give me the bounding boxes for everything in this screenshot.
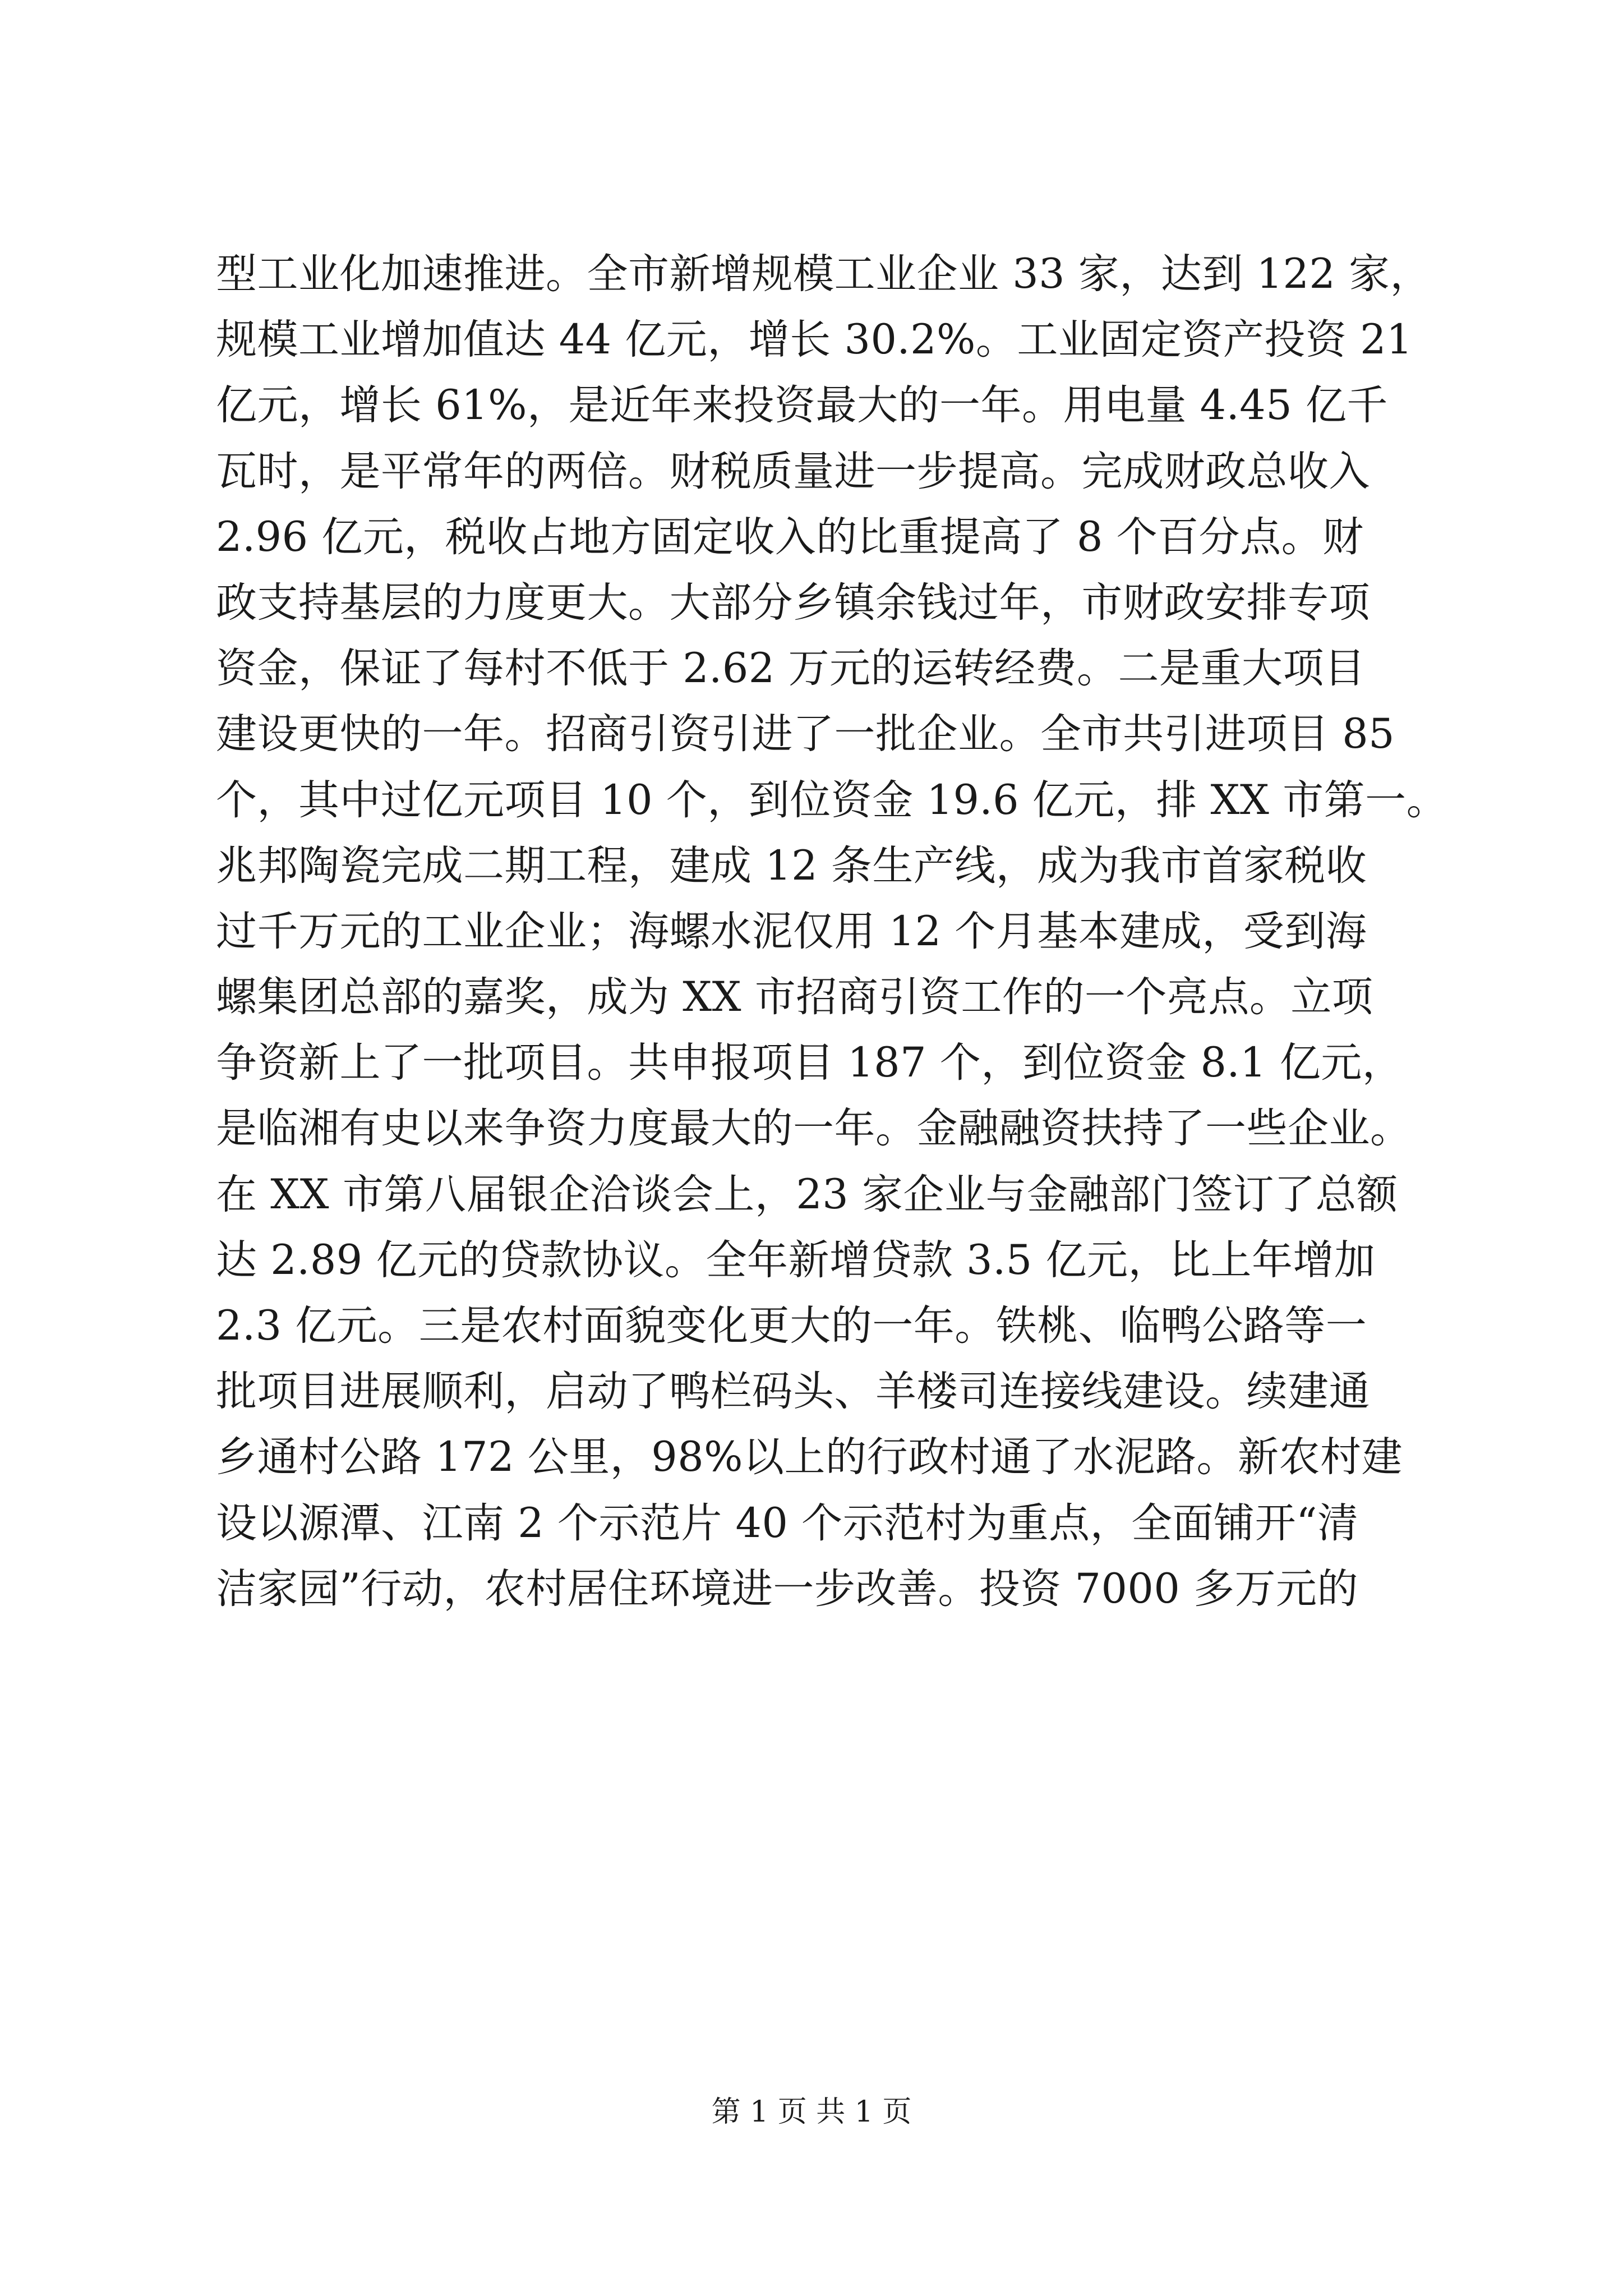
text-line: 争资新上了一批项目。共申报项目 187 个，到位资金 8.1 亿元， bbox=[216, 1039, 1404, 1087]
page-number-label: 第 1 页 共 1 页 bbox=[711, 2095, 912, 2129]
text-line: 达 2.89 亿元的贷款协议。全年新增贷款 3.5 亿元，比上年增加 bbox=[216, 1236, 1376, 1284]
text-line: 资金，保证了每村不低于 2.62 万元的运转经费。二是重大项目 bbox=[216, 645, 1366, 693]
text-line: 乡通村公路 172 公里，98%以上的行政村通了水泥路。新农村建 bbox=[216, 1433, 1403, 1481]
text-line: 是临湘有史以来争资力度最大的一年。金融融资扶持了一些企业。 bbox=[216, 1105, 1412, 1153]
text-line: 兆邦陶瓷完成二期工程，建成 12 条生产线，成为我市首家税收 bbox=[216, 841, 1367, 890]
text-line: 螺集团总部的嘉奖，成为 XX 市招商引资工作的一个亮点。立项 bbox=[216, 973, 1373, 1022]
text-line: 2.3 亿元。三是农村面貌变化更大的一年。铁桃、临鸭公路等一 bbox=[216, 1302, 1367, 1350]
text-line: 型工业化加速推进。全市新增规模工业企业 33 家，达到 122 家， bbox=[216, 250, 1432, 298]
text-line: 规模工业增加值达 44 亿元，增长 30.2%。工业固定资产投资 21 bbox=[216, 316, 1413, 364]
text-line: 2.96 亿元，税收占地方固定收入的比重提高了 8 个百分点。财 bbox=[216, 513, 1364, 561]
page-footer bbox=[0, 2092, 1623, 2132]
text-line: 过千万元的工业企业；海螺水泥仅用 12 个月基本建成，受到海 bbox=[216, 907, 1367, 955]
text-line: 政支持基层的力度更大。大部分乡镇余钱过年，市财政安排专项 bbox=[216, 578, 1370, 627]
text-line: 设以源潭、江南 2 个示范片 40 个示范村为重点，全面铺开“清 bbox=[216, 1499, 1359, 1547]
text-line: 瓦时，是平常年的两倍。财税质量进一步提高。完成财政总收入 bbox=[216, 447, 1370, 495]
text-line: 建设更快的一年。招商引资引进了一批企业。全市共引进项目 85 bbox=[216, 710, 1395, 758]
text-line: 批项目进展顺利，启动了鸭栏码头、羊楼司连接线建设。续建通 bbox=[216, 1368, 1370, 1416]
text-line: 洁家园”行动，农村居住环境进一步改善。投资 7000 多万元的 bbox=[216, 1565, 1359, 1613]
body-text bbox=[216, 241, 1448, 1622]
text-line: 个，其中过亿元项目 10 个，到位资金 19.6 亿元，排 XX 市第一。 bbox=[216, 776, 1448, 824]
text-line: 亿元，增长 61%，是近年来投资最大的一年。用电量 4.45 亿千 bbox=[216, 381, 1388, 430]
text-line: 在 XX 市第八届银企洽谈会上，23 家企业与金融部门签订了总额 bbox=[216, 1170, 1398, 1218]
